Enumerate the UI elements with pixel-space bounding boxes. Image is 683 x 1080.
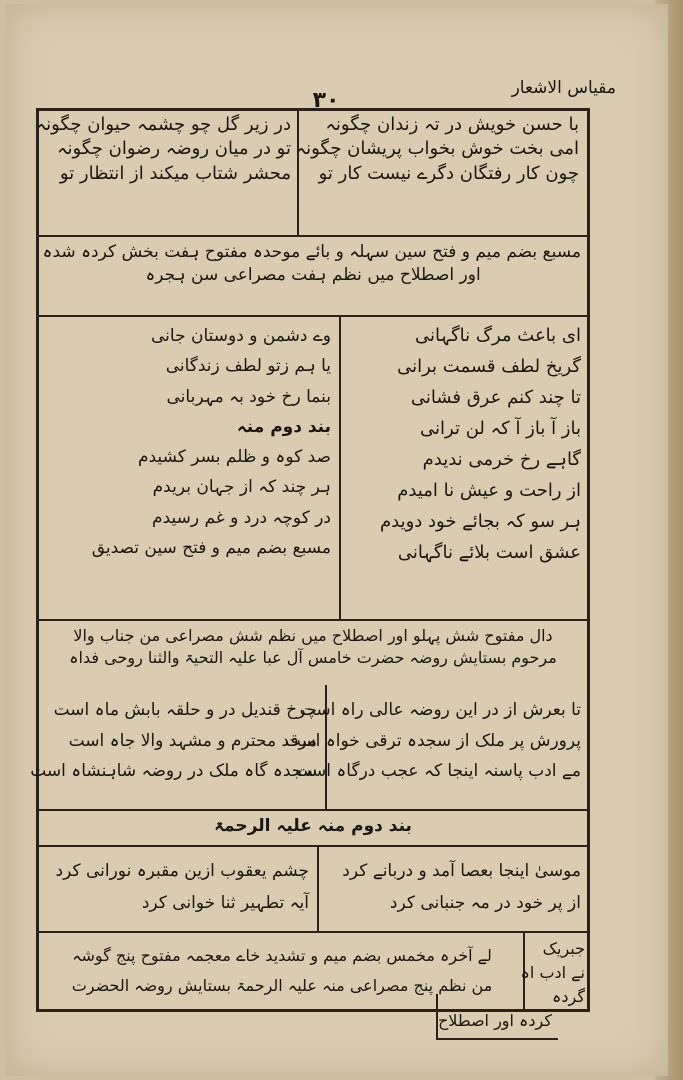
- verse-line: عشق است بلائے ناگہانی: [397, 541, 581, 563]
- verse-line: ہر چند کہ از جہان بریدم: [152, 477, 331, 498]
- note-line: گردہ: [552, 987, 585, 1006]
- verse-line: ہر سو کہ بجائے خود دویدم: [379, 510, 581, 532]
- verse-line: چرخ قندیل در و حلقہ بابش ماہ است: [53, 700, 317, 720]
- verse-line: سجدہ گاہ ملک در روضہ شاہنشاہ است: [30, 761, 317, 782]
- column-divider: [297, 111, 299, 235]
- section-heading-band-duvvum: [45, 815, 581, 838]
- verse-line: باز آ باز آ کہ لن ترانی: [420, 417, 581, 439]
- verse-line: تا چند کنم عرق فشانی: [410, 386, 581, 408]
- rule: [39, 619, 587, 621]
- verse-line: تو در میان روضہ رضوان چگونہ: [56, 138, 291, 160]
- rule: [39, 235, 587, 237]
- verse-line: صد کوہ و ظلم بسر کشیدم: [137, 447, 331, 467]
- page-number: ۳۰: [312, 88, 340, 113]
- text-frame: [30, 108, 590, 1012]
- rule: [39, 315, 587, 317]
- prose-line: اور اصطلاح میں نظم ہفت مصراعی سن ہجرہ: [145, 264, 481, 285]
- verse-line: یا ہم زتو لطف زندگانی: [165, 356, 331, 377]
- prose-line: مرحوم بستایش روضہ حضرت خامس آل عبا علیہ التحیۃ والثنا روحی فداہ: [69, 647, 557, 667]
- verse-line: مرقد محترم و مشہد والا جاہ است: [68, 730, 317, 751]
- column-divider: [339, 315, 341, 619]
- verse-line: بنما رخ خود بہ مہربانی: [166, 386, 331, 407]
- verse-line: مسبع بضم میم و فتح سین تصدیق: [91, 537, 331, 558]
- stanza3-left-column: [45, 855, 309, 920]
- verse-line: امی بخت خوش بخواب پریشان چگونہ: [295, 138, 579, 160]
- prose-line: بند دوم منہ علیہ الرحمۃ: [214, 816, 412, 836]
- prose-line: مسبع بضم میم و فتح سین سہلہ و بائے موحدہ مفتوح ہفت بخش کردہ شدہ: [42, 242, 581, 262]
- footer-line: کردہ اور اصطلاح: [437, 1011, 552, 1030]
- verse-line: در زیر گل چو چشمہ حیوان چگونہ: [35, 114, 291, 135]
- verse-line: موسیٰ اینجا بعصا آمد و دربانے کرد: [342, 861, 581, 881]
- section-heading-musaddas: [45, 625, 581, 668]
- verse-line: در کوچہ درد و غم رسیدم: [152, 507, 331, 528]
- verse-line: از راحت و عیش نا امیدم: [397, 479, 581, 501]
- verse-line: پرورش پر ملک از سجدہ ترقی خواہ است: [284, 730, 581, 751]
- footer-text: [436, 1010, 552, 1032]
- section-heading-musabba: [42, 241, 581, 287]
- stanza1-left-column: [45, 321, 331, 563]
- verse-line: چون کار رفتگان دگرے نیست کار تو: [318, 162, 579, 184]
- top-right-column: [295, 113, 579, 186]
- section-heading-mukhammas: [45, 941, 519, 1002]
- verse-line: مے ادب پاسنہ اینجا کہ عجب درگاہ است: [295, 761, 581, 782]
- rule: [39, 809, 587, 811]
- verse-line: محشر شتاب میکند از انتظار تو: [59, 162, 291, 184]
- prose-line: لے آخرہ مخمس بضم میم و تشدید خاے معجمہ مفتوح پنج گوشہ: [72, 946, 492, 965]
- stanza-subheading: بند دوم منہ: [236, 416, 331, 437]
- verse-line: آیہ تطہیر ثنا خوانی کرد: [141, 893, 309, 914]
- running-header-title: مقیاس الاشعار: [511, 78, 616, 98]
- verse-line: چشم یعقوب ازین مقبرہ نورانی کرد: [55, 861, 309, 881]
- verse-line: گریخ لطف قسمت برانی: [397, 355, 581, 377]
- stanza2-left-column: [30, 695, 317, 787]
- verse-line: گاہے رخ خرمی ندیدم: [422, 448, 581, 470]
- verse-line: از پر خود در مہ جنبانی کرد: [389, 893, 581, 914]
- verse-line: ای باعث مرگ ناگہانی: [415, 325, 581, 346]
- stanza3-right-column: [327, 855, 581, 920]
- note-line: جبریک: [542, 939, 585, 958]
- verse-line: با حسن خویش در تہ زندان چگونہ: [325, 114, 579, 135]
- column-divider: [317, 845, 319, 931]
- verse-line: وے دشمن و دوستان جانی: [151, 326, 331, 346]
- verse-line: تا بعرش از در این روضہ عالی راہ است: [299, 700, 581, 720]
- rule: [39, 931, 587, 933]
- stanza2-right-column: [284, 695, 581, 787]
- rule: [39, 845, 587, 847]
- prose-line: من نظم پنج مصراعی منہ علیہ الرحمۃ بستایش روضہ الحضرت: [71, 976, 493, 996]
- note-line: نے ادب اہ: [520, 963, 585, 982]
- top-left-column: [35, 113, 291, 186]
- manuscript-page: [6, 4, 668, 1076]
- prose-line: دال مفتوح شش پہلو اور اصطلاح میں نظم شش مصراعی من جناب والا: [73, 626, 553, 645]
- stanza1-right-column: [349, 321, 581, 569]
